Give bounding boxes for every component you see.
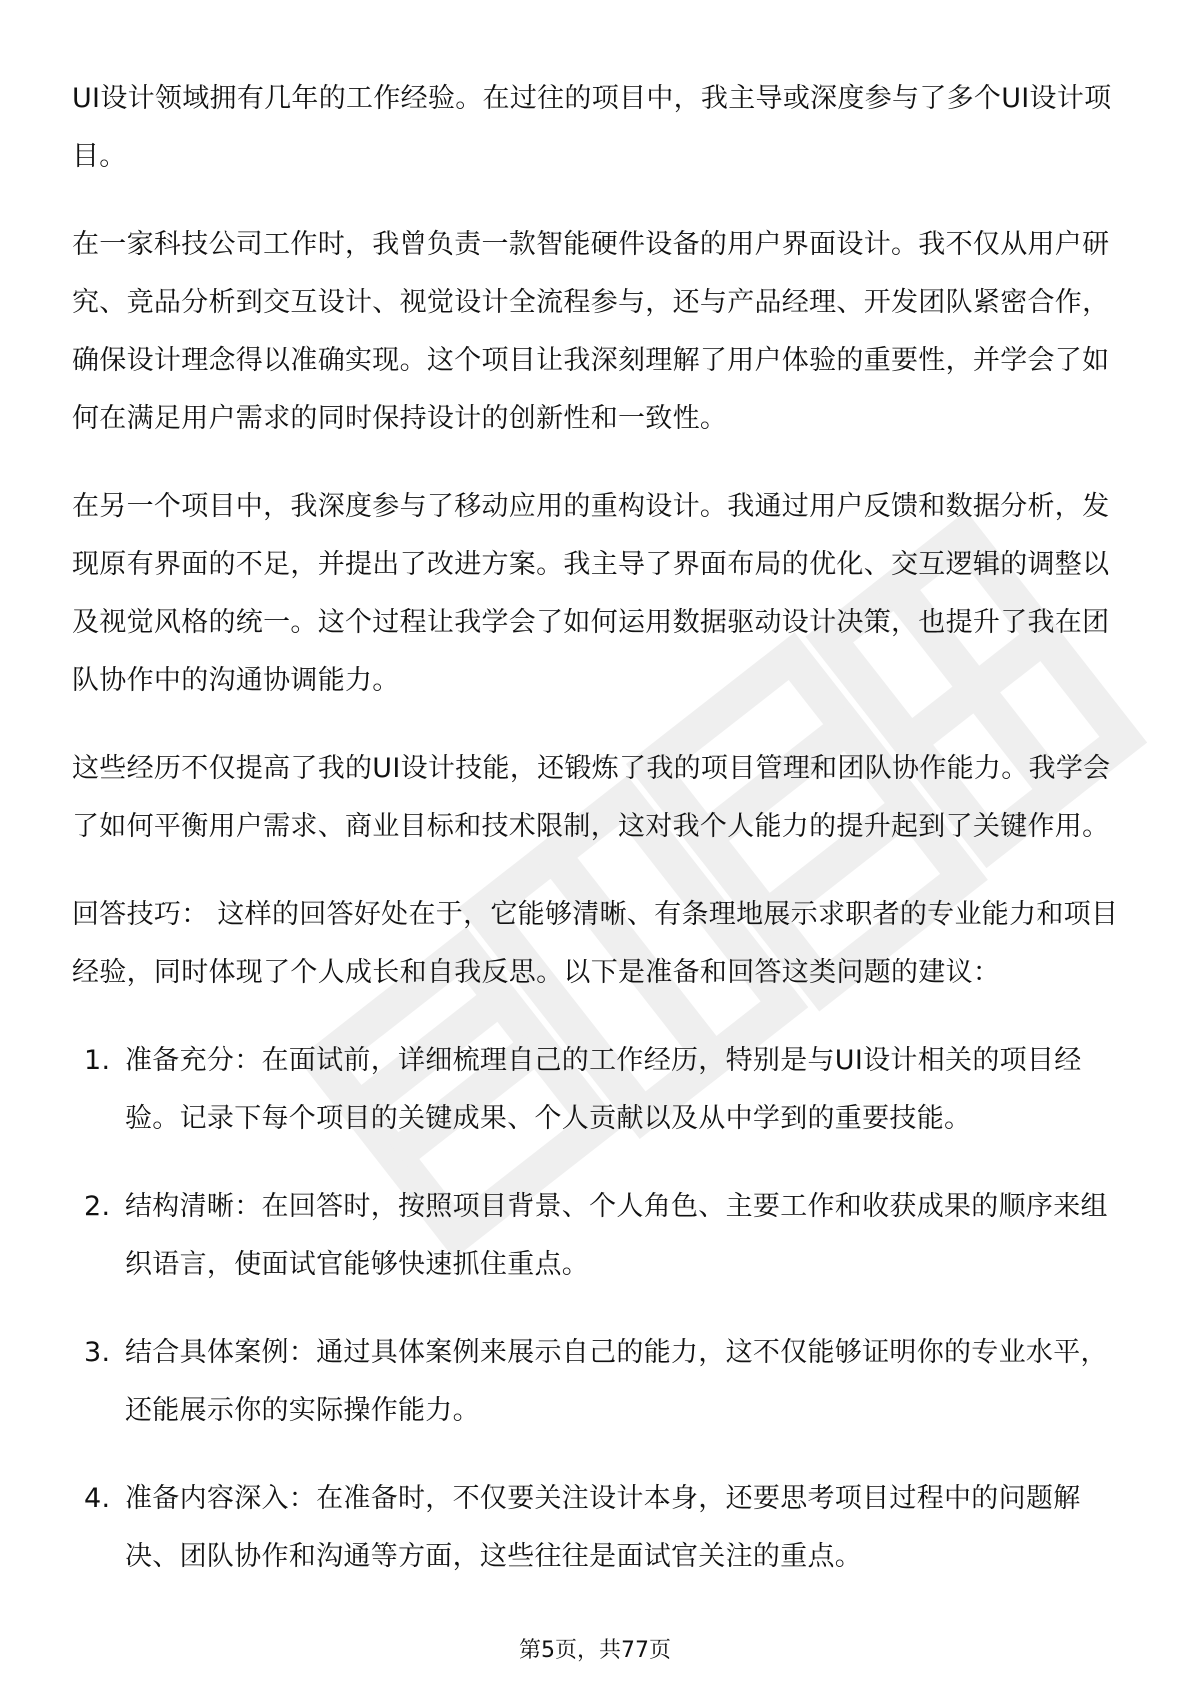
list-number: 2. (84, 1191, 111, 1222)
list-text: 准备充分：在面试前，详细梳理自己的工作经历，特别是与UI设计相关的项目经验。记录下每个项目的关键成果、个人贡献以及从中学到的重要技能。 (125, 1045, 1082, 1134)
list-item (72, 1178, 1122, 1294)
list-number: 1. (84, 1045, 111, 1076)
main-content (72, 70, 1122, 1616)
answer-tips: 回答技巧： 这样的回答好处在于，它能够清晰、有条理地展示求职者的专业能力和项目经验，同时体现了个人成长和自我反思。以下是准备和回答这类问题的建议： (72, 899, 1119, 988)
paragraph-summary: 这些经历不仅提高了我的UI设计技能，还锻炼了我的项目管理和团队协作能力。我学会了如何平衡用户需求、商业目标和技术限制，这对我个人能力的提升起到了关键作用。 (72, 753, 1111, 842)
page-footer: 第5页，共77页 (519, 1638, 671, 1663)
list-text: 结合具体案例：通过具体案例来展示自己的能力，这不仅能够证明你的专业水平，还能展示你的实际操作能力。 (125, 1337, 1108, 1426)
list-number: 4. (84, 1483, 111, 1514)
paragraph-mobile-redesign: 在另一个项目中，我深度参与了移动应用的重构设计。我通过用户反馈和数据分析，发现原有界面的不足，并提出了改进方案。我主导了界面布局的优化、交互逻辑的调整以及视觉风格的统一。这个过程让我学会了如何运用数据驱动设计决策，也提升了我在团队协作中的沟通协调能力。 (72, 491, 1110, 696)
list-number: 3. (84, 1337, 111, 1368)
advice-list (72, 1032, 1122, 1586)
list-text: 结构清晰：在回答时，按照项目背景、个人角色、主要工作和收获成果的顺序来组织语言，使面试官能够快速抓住重点。 (125, 1191, 1108, 1280)
list-item (72, 1470, 1122, 1586)
paragraph-smart-hardware: 在一家科技公司工作时，我曾负责一款智能硬件设备的用户界面设计。我不仅从用户研究、竞品分析到交互设计、视觉设计全流程参与，还与产品经理、开发团队紧密合作，确保设计理念得以准确实现。这个项目让我深刻理解了用户体验的重要性，并学会了如何在满足用户需求的同时保持设计的创新性和一致性。 (72, 229, 1110, 434)
paragraph-intro: UI设计领域拥有几年的工作经验。在过往的项目中，我主导或深度参与了多个UI设计项目。 (72, 83, 1112, 172)
list-item (72, 1324, 1122, 1440)
list-text: 准备内容深入：在准备时，不仅要关注设计本身，还要思考项目过程中的问题解决、团队协作和沟通等方面，这些往往是面试官关注的重点。 (125, 1483, 1081, 1572)
list-item (72, 1032, 1122, 1148)
